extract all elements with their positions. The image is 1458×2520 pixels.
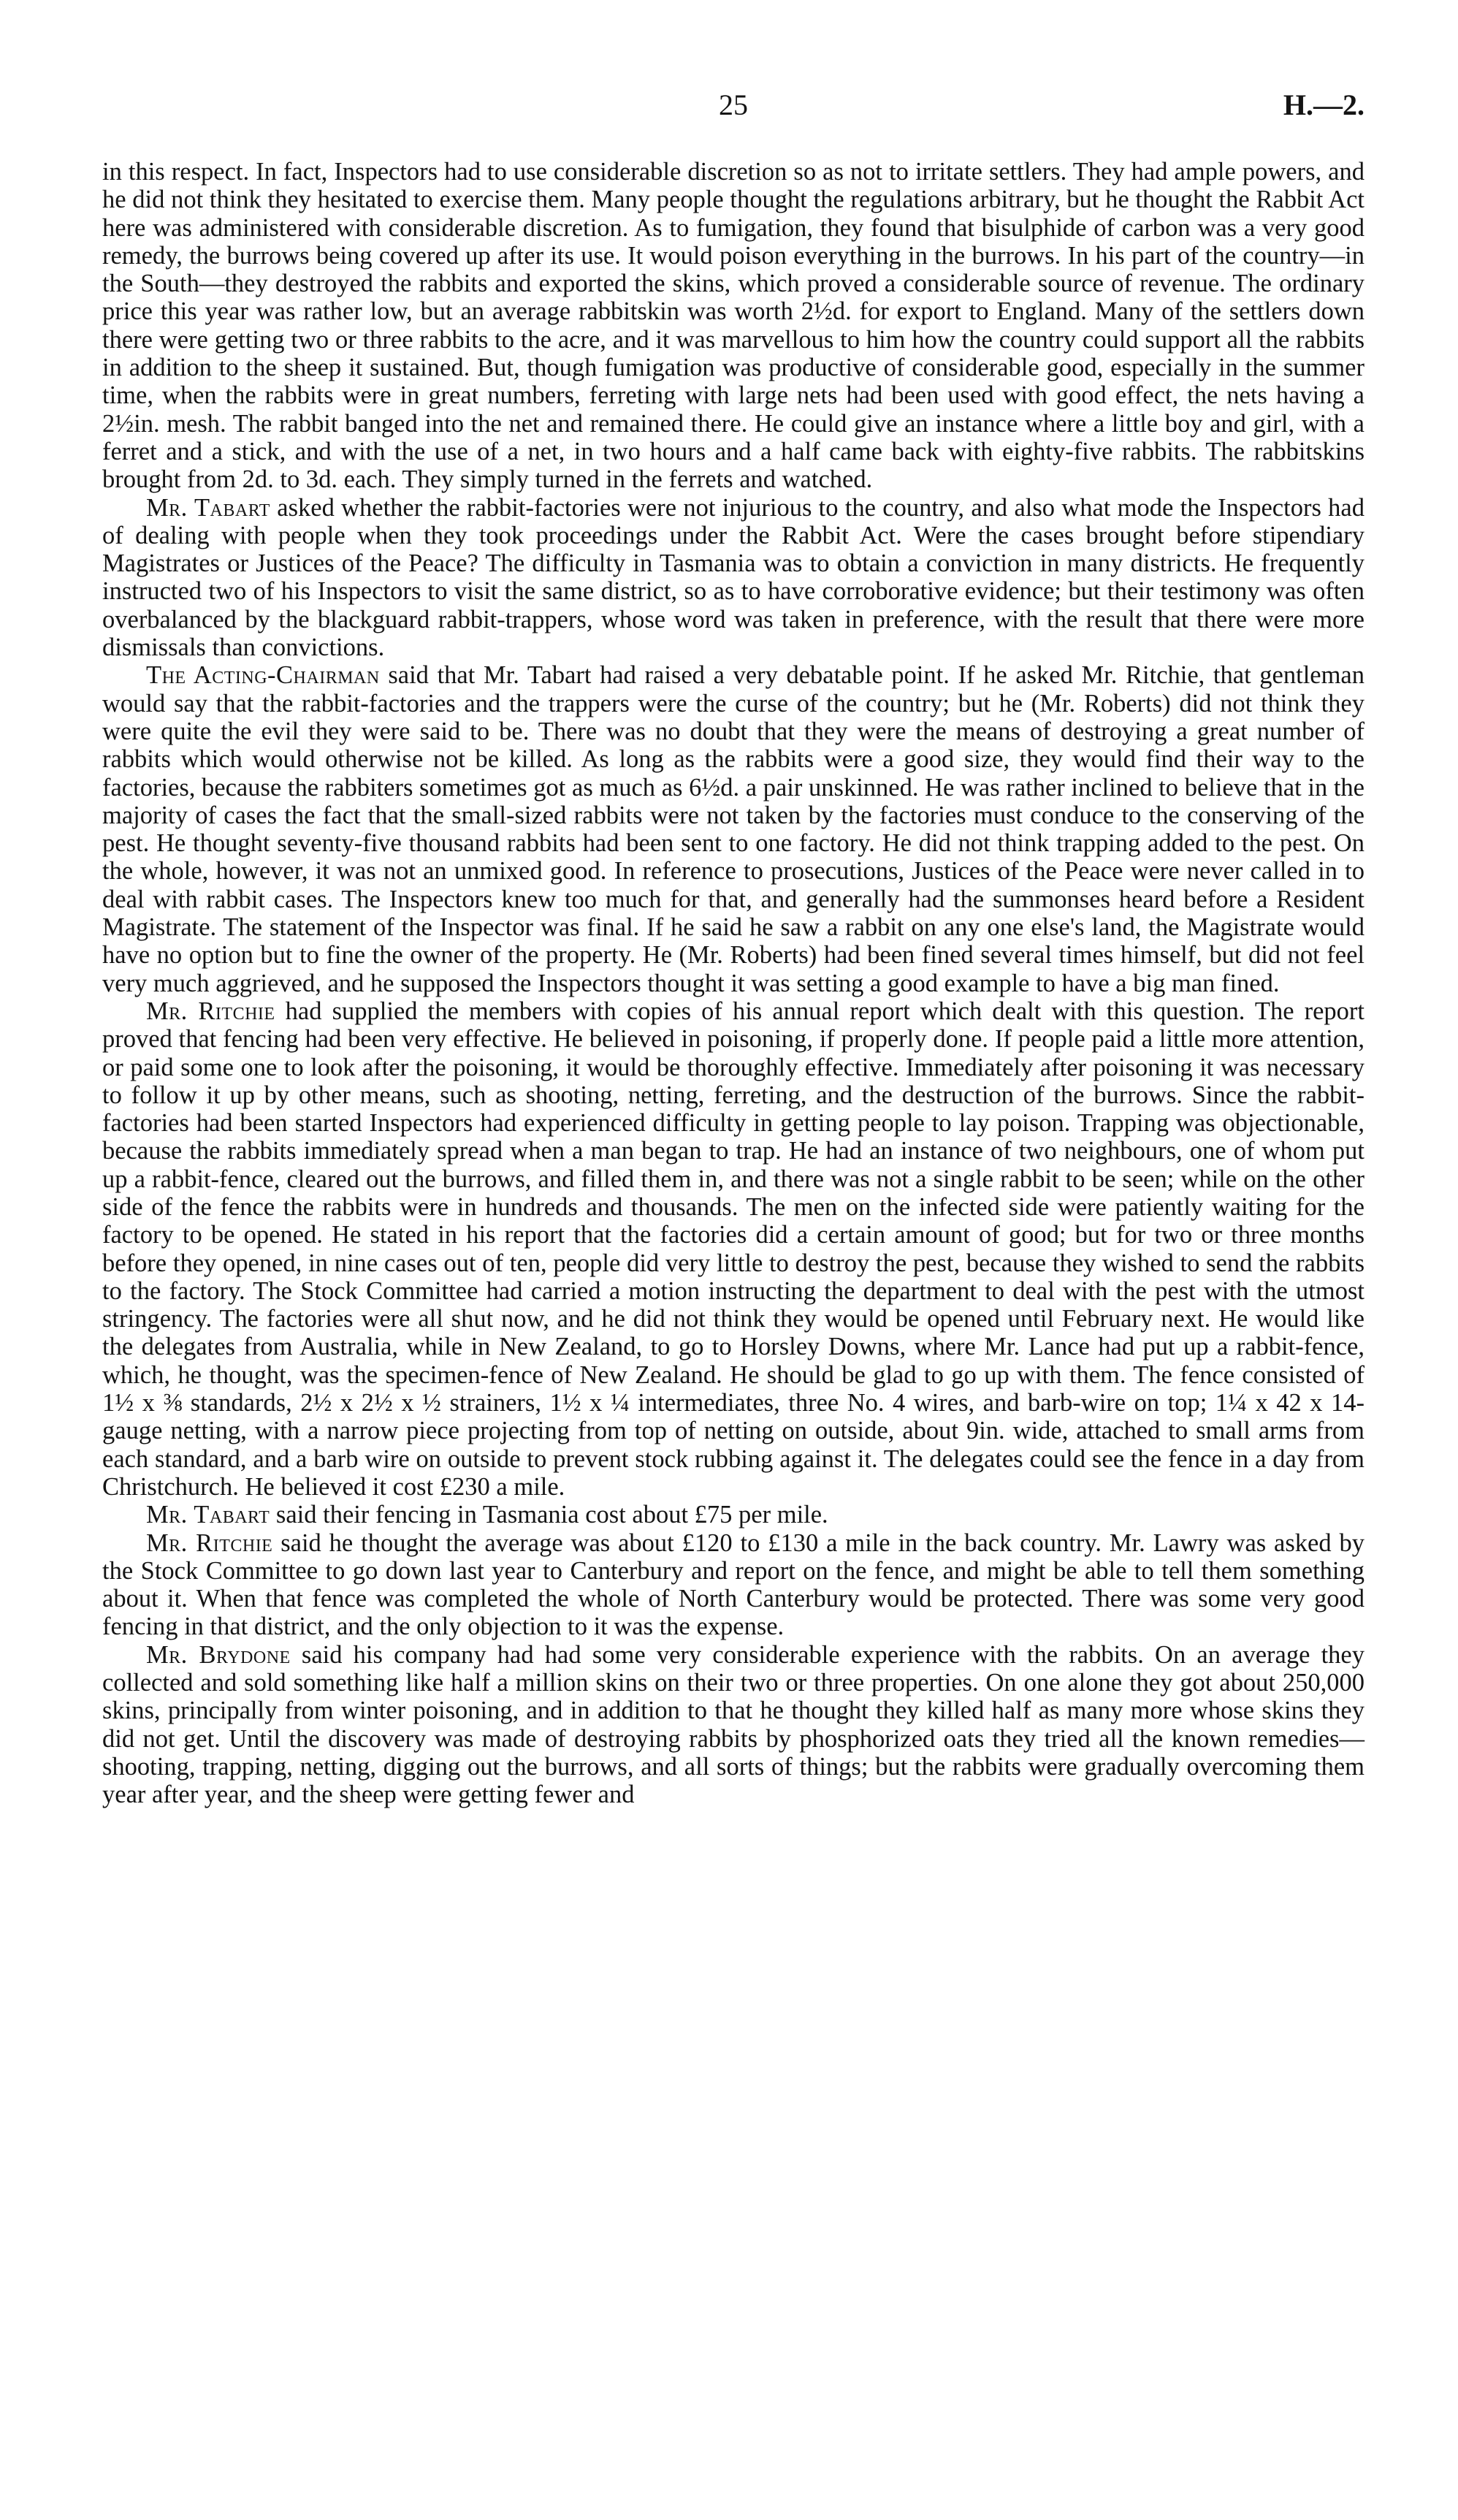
page-number: 25 bbox=[719, 88, 748, 121]
paragraph bbox=[102, 661, 1365, 997]
paragraph bbox=[102, 158, 1365, 494]
paragraph-text: said their fencing in Tasmania cost about £75 per mile. bbox=[270, 1501, 828, 1529]
speaker-name: Mr. Tabart bbox=[146, 1501, 270, 1529]
paragraph bbox=[102, 1529, 1365, 1641]
speaker-name: Mr. Ritchie bbox=[146, 1529, 273, 1557]
speaker-name: The Acting-Chairman bbox=[146, 661, 380, 690]
speaker-name: Mr. Tabart bbox=[146, 493, 270, 522]
document-reference: H.—2. bbox=[1283, 88, 1365, 121]
paragraph-text: said his company had had some very considerable experience with the rabbits. On an average they collected and sold something like half a million skins on their two or three properties. On one alone they got about 250,000 skins, principally from winter poisoning, and in addition to that he thought they killed half as many more whose skins they did not get. Until the discovery was made of destroying rabbits by phosphorized oats they tried all the known remedies—shooting, trapping, netting, digging out the burrows, and all sorts of things; but the rabbits were gradually overcoming them year after year, and the sheep were getting fewer and bbox=[102, 1640, 1365, 1809]
speaker-name: Mr. Brydone bbox=[146, 1640, 291, 1669]
paragraph bbox=[102, 494, 1365, 662]
paragraph bbox=[102, 997, 1365, 1501]
paragraph bbox=[102, 1641, 1365, 1809]
page-header bbox=[102, 88, 1365, 139]
paragraph-text: in this respect. In fact, Inspectors had to use considerable discretion so as not to irritate settlers. They had ample powers, and he did not think they hesitated to exercise them. Many people thought the regulations arbitrary, but he thought the Rabbit Act here was administered with considerable discretion. As to fumigation, they found that bisulphide of carbon was a very good remedy, the burrows being covered up after its use. It would poison everything in the burrows. In his part of the country—in the South—they destroyed the rabbits and exported the skins, which proved a considerable source of revenue. The ordinary price this year was rather low, but an average rabbitskin was worth 2½d. for export to England. Many of the settlers down there were getting two or three rabbits to the acre, and it was marvellous to him how the country could support all the rabbits in addition to the sheep it sustained. But, though fumigation was productive of considerable good, especially in the summer time, when the rabbits were in great numbers, ferreting with large nets had been used with good effect, the nets having a 2½in. mesh. The rabbit banged into the net and remained there. He could give an instance where a little boy and girl, with a ferret and a stick, and with the use of a net, in two hours and a half came back with eighty-five rabbits. The rabbitskins brought from 2d. to 3d. each. They simply turned in the ferrets and watched. bbox=[102, 158, 1365, 494]
paragraph-text: asked whether the rabbit-factories were not injurious to the country, and also what mode the Inspectors had of dealing with people when they took proceedings under the Rabbit Act. Were the cases brought before stipendiary Magistrates or Justices of the Peace? The difficulty in Tasmania was to obtain a conviction in many districts. He frequently instructed two of his Inspectors to visit the same district, so as to have corroborative evidence; but their testimony was often overbalanced by the blackguard rabbit-trappers, whose word was taken in preference, with the result that there were more dismissals than convictions. bbox=[102, 493, 1365, 662]
body-text bbox=[102, 158, 1365, 1809]
document-page bbox=[102, 88, 1365, 1809]
paragraph bbox=[102, 1501, 1365, 1529]
paragraph-text: said he thought the average was about £120 to £130 a mile in the back country. Mr. Lawry was asked by the Stock Committee to go down last year to Canterbury and report on the fence, and might be able to tell them something about it. When that fence was completed the whole of North Canterbury would be protected. There was some very good fencing in that district, and the only objection to it was the expense. bbox=[102, 1529, 1365, 1641]
speaker-name: Mr. Ritchie bbox=[146, 997, 275, 1025]
paragraph-text: had supplied the members with copies of his annual report which dealt with this question. The report proved that fencing had been very effective. He believed in poisoning, if properly done. If people paid a little more attention, or paid some one to look after the poisoning, it would be thoroughly effective. Immediately after poisoning it was necessary to follow it up by other means, such as shooting, netting, ferreting, and the destruction of the burrows. Since the rabbit-factories had been started Inspectors had experienced difficulty in getting people to lay poison. Trapping was objectionable, because the rabbits immediately spread when a man began to trap. He had an instance of two neighbours, one of whom put up a rabbit-fence, cleared out the burrows, and filled them in, and there was not a single rabbit to be seen; while on the other side of the fence the rabbits were in hundreds and thousands. The men on the infected side were patiently waiting for the factory to be opened. He stated in his report that the factories did a certain amount of good; but for two or three months before they opened, in nine cases out of ten, people did very little to destroy the pest, because they wished to send the rabbits to the factory. The Stock Committee had carried a motion instructing the department to deal with the pest with the utmost stringency. The factories were all shut now, and he did not think they would be opened until February next. He would like the delegates from Australia, while in New Zealand, to go to Horsley Downs, where Mr. Lance had put up a rabbit-fence, which, he thought, was the specimen-fence of New Zealand. He should be glad to go up with them. The fence consisted of 1½ x ⅜ standards, 2½ x 2½ x ½ strainers, 1½ x ¼ intermediates, three No. 4 wires, and barb-wire on top; 1¼ x 42 x 14-gauge netting, with a narrow piece projecting from top of netting on outside, about 9in. wide, attached to small arms from each standard, and a barb wire on outside to prevent stock rubbing against it. The delegates could see the fence in a day from Christchurch. He believed it cost £230 a mile. bbox=[102, 997, 1365, 1501]
paragraph-text: said that Mr. Tabart had raised a very debatable point. If he asked Mr. Ritchie, that gentleman would say that the rabbit-factories and the trappers were the curse of the country; but he (Mr. Roberts) did not think they were quite the evil they were said to be. There was no doubt that they were the means of destroying a great number of rabbits which would otherwise not be killed. As long as the rabbits were a good size, they would find their way to the factories, because the rabbiters sometimes got as much as 6½d. a pair unskinned. He was rather inclined to believe that in the majority of cases the fact that the small-sized rabbits were not taken by the factories must conduce to the conserving of the pest. He thought seventy-five thousand rabbits had been sent to one factory. He did not think trapping added to the pest. On the whole, however, it was not an unmixed good. In reference to prosecutions, Justices of the Peace were never called in to deal with rabbit cases. The Inspectors knew too much for that, and generally had the summonses heard before a Resident Magistrate. The statement of the Inspector was final. If he said he saw a rabbit on any one else's land, the Magistrate would have no option but to fine the owner of the property. He (Mr. Roberts) had been fined several times himself, but did not feel very much aggrieved, and he supposed the Inspectors thought it was setting a good example to have a big man fined. bbox=[102, 661, 1365, 997]
